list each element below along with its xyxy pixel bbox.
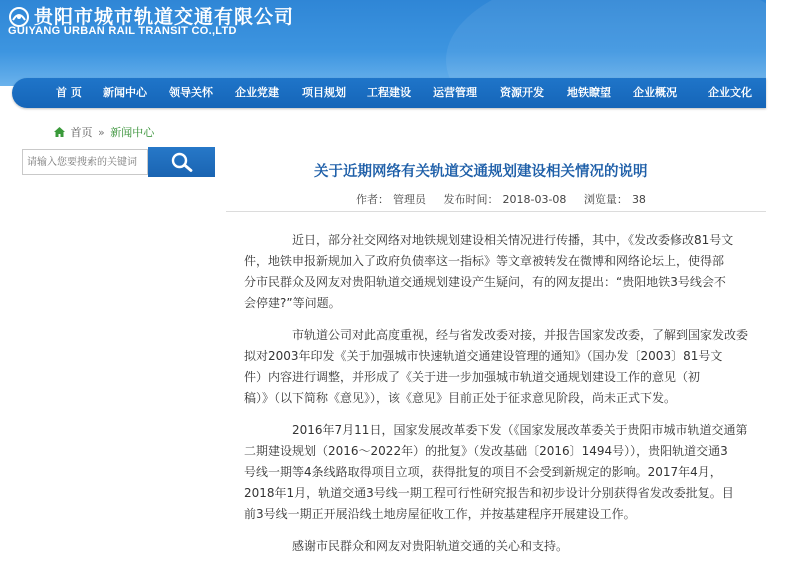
nav-item-outlook[interactable]: 地铁瞭望 (567, 86, 611, 99)
main-nav (12, 78, 766, 108)
article-meta (356, 191, 650, 207)
nav-item-home[interactable]: 首 页 (56, 86, 82, 99)
views-label: 浏览量： (583, 193, 628, 206)
nav-item-overview[interactable]: 企业概况 (633, 86, 677, 99)
article-paragraph (244, 230, 768, 314)
paragraph-line: 市轨道公司对此高度重视，经与省发改委对接，并报告国家发改委，了解到国家发改委 (292, 328, 749, 342)
paragraph-line: 会停建?”等问题。 (244, 296, 341, 310)
brand-name-en: GUIYANG URBAN RAIL TRANSIT CO.,LTD (8, 25, 237, 37)
article-paragraph (268, 536, 768, 557)
breadcrumb-separator: » (98, 126, 105, 139)
article-title: 关于近期网络有关轨道交通规划建设相关情况的说明 (314, 164, 648, 180)
paragraph-line: 号线一期等4条线路取得项目立项，获得批复的项目不会受到新规定的影响。2017年4月， (244, 465, 722, 479)
article-paragraph (244, 325, 768, 409)
site-header (0, 0, 766, 86)
time-value: 2018-03-08 (502, 193, 567, 206)
nav-item-operations[interactable]: 运营管理 (433, 86, 477, 99)
nav-item-planning[interactable]: 项目规划 (302, 86, 346, 99)
nav-item-leadership[interactable]: 领导关怀 (169, 86, 213, 99)
paragraph-line: 稿）》（以下简称《意见》），该《意见》目前正处于征求意见阶段，尚未正式下发。 (244, 391, 677, 405)
paragraph-line: 2018年1月，轨道交通3号线一期工程可行性研究报告和初步设计分别获得省发改委批复。目 (244, 486, 734, 500)
home-icon (54, 127, 65, 137)
paragraph-line: 近日，部分社交网络对地铁规划建设相关情况进行传播，其中，《发改委修改81号文 (292, 233, 734, 247)
article-paragraph (244, 420, 768, 525)
paragraph-line: 拟对2003年印发《关于加强城市快速轨道交通建设管理的通知》（国办发〔2003〕81号文 (244, 349, 723, 363)
breadcrumb (54, 124, 154, 140)
header-decoration (446, 0, 806, 150)
author-value: 管理员 (393, 193, 426, 206)
search-input[interactable] (22, 149, 148, 175)
article-divider (226, 211, 766, 212)
paragraph-line: 分市民群众及网友对贵阳轨道交通规划建设产生疑问，有的网友提出：“贵阳地铁3号线会不 (244, 275, 726, 289)
nav-item-resources[interactable]: 资源开发 (500, 86, 544, 99)
views-value: 38 (631, 193, 646, 206)
breadcrumb-current[interactable]: 新闻中心 (110, 126, 155, 139)
author-label: 作者： (356, 193, 389, 206)
search-icon (171, 152, 193, 172)
nav-item-culture[interactable]: 企业文化 (708, 86, 752, 99)
paragraph-line: 件，地铁申报新规加入了政府负债率这一指标》等文章被转发在微博和网络论坛上，使得部 (244, 254, 725, 268)
paragraph-line: 2016年7月11日，国家发展改革委下发（《国家发展改革委关于贵阳市城市轨道交通第 (292, 423, 748, 437)
nav-item-construction[interactable]: 工程建设 (367, 86, 411, 99)
nav-item-party[interactable]: 企业党建 (235, 86, 279, 99)
time-label: 发布时间： (443, 193, 499, 206)
paragraph-line: 二期建设规划（2016～2022年）的批复》（发改基础〔2016〕1494号）），贵阳轨道交通3 (244, 444, 728, 458)
paragraph-line: 前3号线一期正开展沿线土地房屋征收工作，并按基建程序开展建设工作。 (244, 507, 636, 521)
brand-name-cn: 贵阳市城市轨道交通有限公司 (34, 6, 295, 28)
breadcrumb-home[interactable]: 首页 (70, 126, 93, 139)
paragraph-line: 感谢市民群众和网友对贵阳轨道交通的关心和支持。 (292, 539, 569, 553)
article-body (244, 230, 768, 568)
search-button[interactable] (148, 147, 215, 177)
paragraph-line: 件）内容进行调整，并形成了《关于进一步加强城市轨道交通规划建设工作的意见（初 (244, 370, 701, 384)
nav-item-news[interactable]: 新闻中心 (103, 86, 147, 99)
